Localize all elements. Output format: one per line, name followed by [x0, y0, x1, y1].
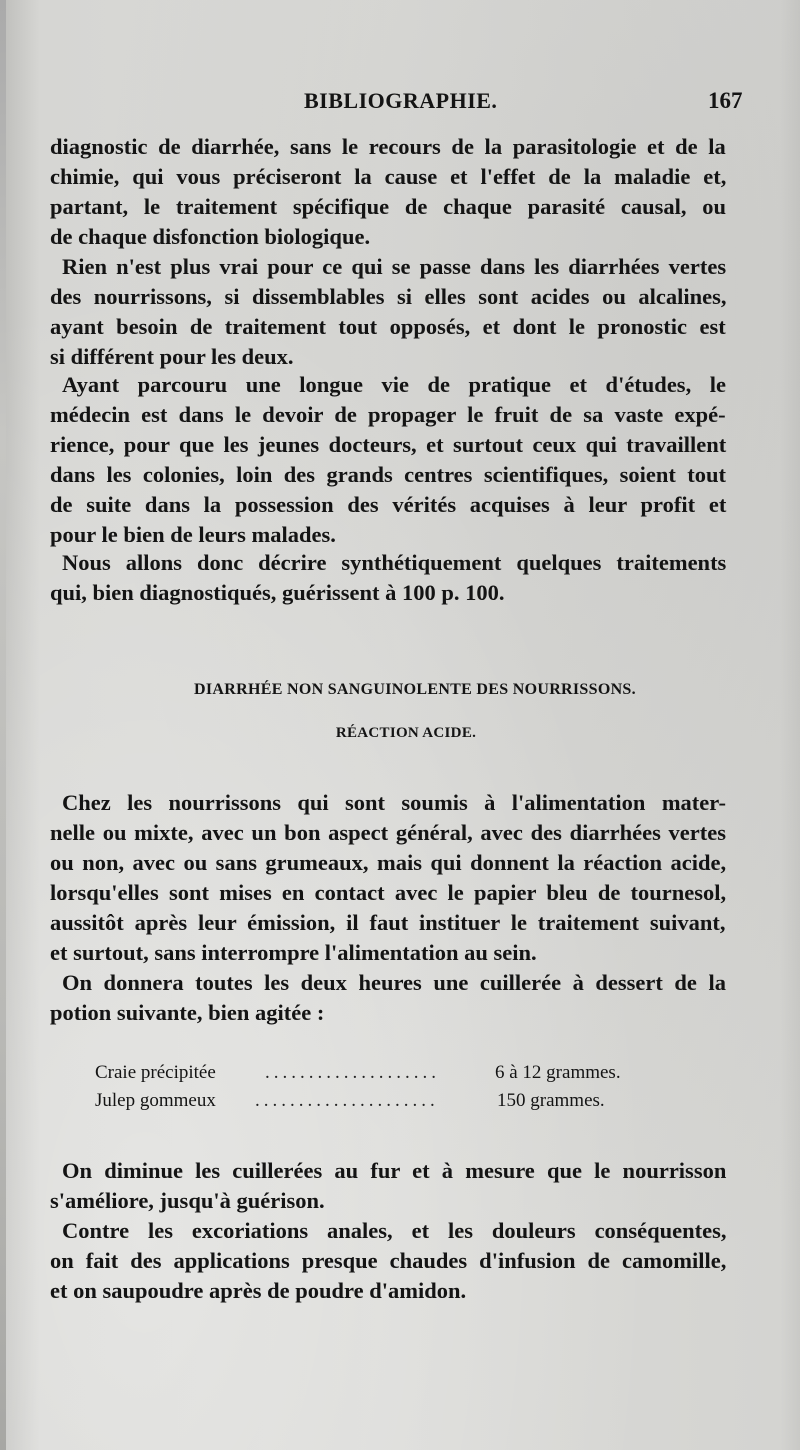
- text-line: de chaque disfonction biologique.: [50, 224, 371, 249]
- leader-dots: .....................: [255, 1090, 439, 1111]
- paragraph-6: [50, 968, 726, 1028]
- text-line: Chez les nourrissons qui sont soumis à l'alimentation mater-: [62, 790, 726, 815]
- text-line: diagnostic de diarrhée, sans le recours de la parasitologie et de la: [50, 134, 726, 159]
- text-line: ayant besoin de traitement tout opposés, et dont le pronostic est: [50, 314, 726, 339]
- text-line: chimie, qui vous préciseront la cause et l'effet de la maladie et,: [50, 164, 727, 189]
- text-line: partant, le traitement spécifique de chaque parasité causal, ou: [50, 194, 726, 219]
- text-line: des nourrissons, si dissemblables si elles sont acides ou alcalines,: [50, 284, 727, 309]
- leader-dots: ....................: [265, 1062, 440, 1083]
- text-line: Ayant parcouru une longue vie de pratique et d'études, le: [62, 372, 726, 397]
- section-heading: DIARRHÉE NON SANGUINOLENTE DES NOURRISSONS.: [194, 681, 636, 698]
- text-line: et on saupoudre après de poudre d'amidon.: [50, 1278, 467, 1303]
- paragraph-1: [50, 132, 726, 252]
- text-line: dans les colonies, loin des grands centres scientifiques, soient tout: [50, 462, 727, 487]
- text-line: Nous allons donc décrire synthétiquement quelques traitements: [62, 550, 727, 575]
- text-line: si différent pour les deux.: [50, 344, 294, 369]
- paragraph-8: [50, 1216, 726, 1306]
- ingredient-quantity: 150 grammes.: [497, 1090, 605, 1111]
- text-line: nelle ou mixte, avec un bon aspect général, avec des diarrhées vertes: [50, 820, 726, 845]
- text-line: On diminue les cuillerées au fur et à mesure que le nourrisson: [62, 1158, 727, 1183]
- text-line: qui, bien diagnostiqués, guérissent à 100 p. 100.: [50, 580, 505, 605]
- paragraph-7: [50, 1156, 726, 1216]
- text-line: lorsqu'elles sont mises en contact avec le papier bleu de tournesol,: [50, 880, 727, 905]
- text-line: Contre les excoriations anales, et les douleurs conséquentes,: [62, 1218, 727, 1243]
- text-line: ou non, avec ou sans grumeaux, mais qui donnent la réaction acide,: [50, 850, 727, 875]
- text-line: pour le bien de leurs malades.: [50, 522, 336, 547]
- text-line: Rien n'est plus vrai pour ce qui se passe dans les diarrhées vertes: [62, 254, 727, 279]
- text-line: rience, pour que les jeunes docteurs, et surtout ceux qui travaillent: [50, 432, 727, 457]
- page-number: 167: [708, 88, 743, 113]
- paragraph-3: [50, 370, 726, 550]
- text-line: de suite dans la possession des vérités acquises à leur profit et: [50, 492, 727, 517]
- paragraph-5: [50, 788, 726, 968]
- text-line: on fait des applications presque chaudes d'infusion de camomille,: [50, 1248, 727, 1273]
- paragraph-2: [50, 252, 726, 372]
- text-line: et surtout, sans interrompre l'alimentation au sein.: [50, 940, 537, 965]
- text-line: On donnera toutes les deux heures une cuillerée à dessert de la: [62, 970, 726, 995]
- running-head: [0, 88, 800, 118]
- text-line: s'améliore, jusqu'à guérison.: [50, 1188, 325, 1213]
- paragraph-4: [50, 548, 726, 608]
- running-title: BIBLIOGRAPHIE.: [304, 88, 498, 113]
- text-line: potion suivante, bien agitée :: [50, 1000, 325, 1025]
- ingredient-quantity: 6 à 12 grammes.: [495, 1062, 621, 1083]
- ingredient-name: Craie précipitée: [95, 1062, 216, 1083]
- text-line: aussitôt après leur émission, il faut instituer le traitement suivant,: [50, 910, 726, 935]
- text-line: médecin est dans le devoir de propager le fruit de sa vaste expé-: [50, 402, 726, 427]
- section-subheading: RÉACTION ACIDE.: [335, 725, 477, 741]
- ingredient-name: Julep gommeux: [95, 1090, 216, 1111]
